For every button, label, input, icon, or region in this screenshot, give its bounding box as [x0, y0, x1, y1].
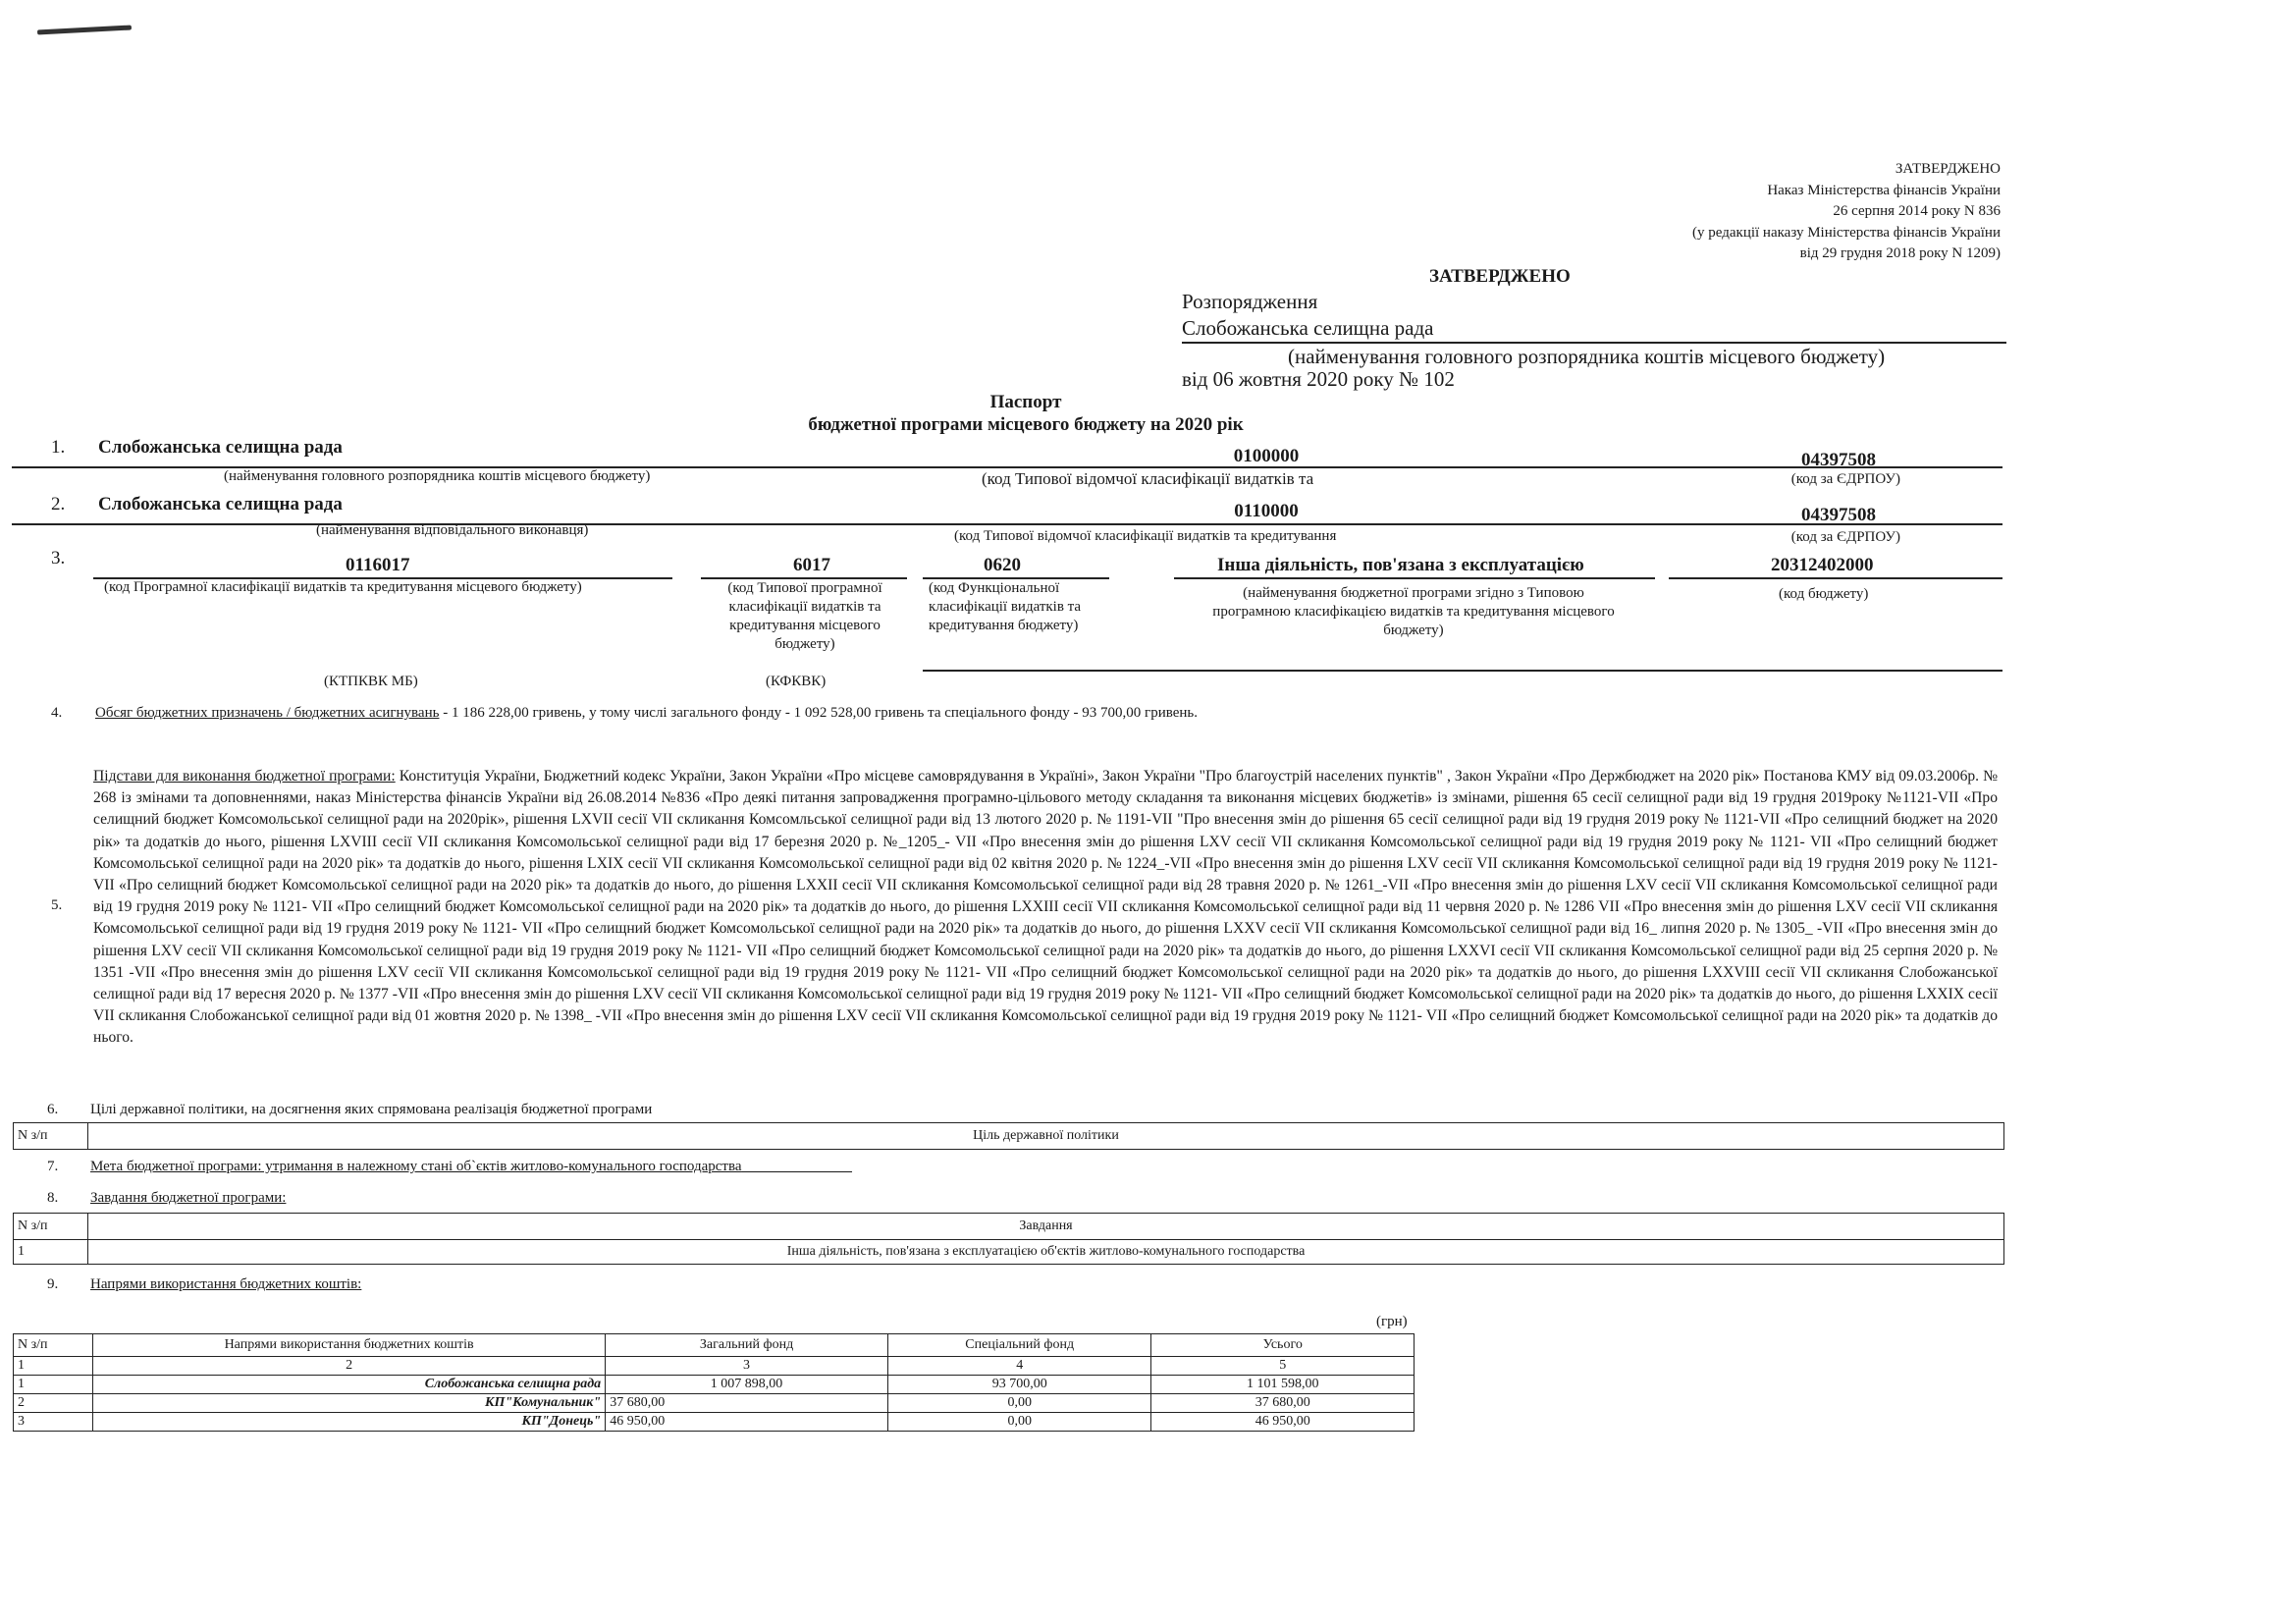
func-caption-line2: класифікації видатків та [929, 599, 1082, 615]
section2-name: Слобожанська селищна рада [98, 494, 343, 514]
passport-title: Паспорт [989, 392, 1062, 412]
tasks-header-row [14, 1214, 2004, 1240]
index-cell: 4 [887, 1357, 1151, 1376]
section1-edrpou-caption: (код за ЄДРПОУ) [1790, 471, 1900, 487]
index-cell: 1 [14, 1357, 93, 1376]
table-row [14, 1394, 1415, 1413]
directions-col-general: Загальний фонд [606, 1334, 888, 1357]
section3-func-caption [929, 579, 1081, 635]
section3-bottom-line [923, 670, 2002, 672]
goals-col-goal: Ціль державної політики [88, 1123, 2004, 1150]
program-caption-line3: бюджету) [1383, 623, 1444, 638]
tasks-row-num: 1 [14, 1240, 88, 1265]
section8-num: 8. [47, 1190, 59, 1206]
tasks-table [13, 1213, 2004, 1265]
directions-row-name: КП"Комунальник" [92, 1394, 605, 1413]
directions-header-row [14, 1334, 1415, 1357]
index-cell: 5 [1151, 1357, 1415, 1376]
section9-label: Напрями використання бюджетних коштів: [90, 1276, 362, 1292]
directions-col-num: N з/п [14, 1334, 93, 1357]
approved-date-line: від 06 жовтня 2020 року № 102 [1182, 367, 1455, 391]
approved-org-caption: (найменування головного розпорядника коштів місцевого бюджету) [1288, 345, 1886, 368]
section3-budget-caption: (код бюджету) [1779, 586, 1869, 602]
goals-header-row [14, 1123, 2004, 1150]
approval-edition: (у редакції наказу Міністерства фінансів України [1692, 224, 2001, 241]
approved-org-underline [1182, 342, 2006, 344]
section3-kfkvk-short: (КФКВК) [766, 674, 827, 689]
section5-legal-basis [93, 766, 1998, 1050]
directions-row-num: 2 [14, 1394, 93, 1413]
program-caption-line2: програмною класифікацією видатків та кредитування місцевого [1212, 604, 1615, 620]
directions-col-special: Спеціальний фонд [887, 1334, 1151, 1357]
directions-row-special: 0,00 [887, 1394, 1151, 1413]
section2-name-caption: (найменування відповідального виконавця) [316, 522, 589, 538]
section3-num: 3. [51, 548, 66, 568]
directions-row-special: 93 700,00 [887, 1376, 1151, 1394]
tasks-col-num: N з/п [14, 1214, 88, 1240]
directions-index-row [14, 1357, 1415, 1376]
func-caption-line3: кредитування бюджету) [929, 618, 1079, 633]
approved-org: Слобожанська селищна рада [1182, 316, 1434, 340]
section1-edrpou: 04397508 [1801, 450, 1876, 470]
table-row [14, 1413, 1415, 1432]
directions-row-special: 0,00 [887, 1413, 1151, 1432]
kfkvk-caption-line3: кредитування місцевого [729, 618, 881, 633]
table-row [14, 1376, 1415, 1394]
func-caption-line1: (код Функціональної [929, 580, 1060, 596]
section8-label: Завдання бюджетної програми: [90, 1190, 287, 1206]
directions-row-general: 1 007 898,00 [606, 1376, 888, 1394]
approved-title: ЗАТВЕРДЖЕНО [1429, 266, 1571, 287]
directions-row-num: 1 [14, 1376, 93, 1394]
section1-name: Слобожанська селищна рада [98, 437, 343, 458]
section3-program-caption [1168, 584, 1659, 640]
section1-name-caption: (найменування головного розпорядника коштів місцевого бюджету) [224, 468, 651, 484]
section4-num: 4. [51, 705, 63, 721]
section5-label: Підстави для виконання бюджетної програми: [93, 768, 396, 785]
section7-underline-fill [742, 1159, 853, 1174]
directions-row-name: Слобожанська селищна рада [92, 1376, 605, 1394]
index-cell: 3 [606, 1357, 888, 1376]
directions-row-total: 37 680,00 [1151, 1394, 1415, 1413]
section2-edrpou-caption: (код за ЄДРПОУ) [1790, 529, 1900, 545]
section2-code: 0110000 [1234, 501, 1299, 521]
directions-row-num: 3 [14, 1413, 93, 1432]
section2-underline [12, 523, 2002, 525]
directions-row-name: КП"Донець" [92, 1413, 605, 1432]
section7-num: 7. [47, 1159, 59, 1174]
section5-text: Конституція України, Бюджетний кодекс України, Закон України «Про місцеве самоврядування в Україні», Закон України "Про благоустрій населених пунктів" , Закон України «Про Держбюджет на 2020 рік» Постанова КМУ від 09.03.2006р. № 268 із змінами та доповненнями, наказ Міністерства фінансів України від 26.08.2014 №836 «Про деякі питання запровадження програмно-цільового методу складання та виконання місцевих бюджетів» із змінами, рішення 65 сесії селищної ради від 19 грудня 2019року №1121-VII «Про селищний бюджет Комсомольської селищної ради на 2020рік», рішення LXVII сесії VII скликання Комсомльської селищної ради від 13 лютого 2020 р. № 1191-VII "Про внесення змін до рішення 65 сесії селищної ради від 19 грудня 2019 року № 1121-VII «Про селищний бюджет на 2020 рік» та додатків до нього, рішення LXVIII сесії VII скликання Комсомольської селищної ради від 17 березня 2020 р. №_1205_- VII «Про внесення змін до рішення LXV сесії VII скликання Комсомольської селищної ради від 19 грудня 2019 року № 1121- VII «Про селищний бюджет Комсомольської селищної ради на 2020 рік» та додатків до нього, рішення LXIX сесії VII скликання Комсомольської селищної ради від 02 квітня 2020 р. № 1224_-VII «Про внесення змін до рішення LXV сесії VII скликання Комсомольської селищної ради від 19 грудня 2019 року № 1121- VII «Про селищний бюджет Комсомольської селищної ради на 2020 рік» та додатків до нього, до рішення LXXII сесії VII скликання Комсомольської селищної ради від 28 травня 2020 р. № 1261_-VII «Про внесення змін до рішення LXV сесії VII скликання Комсомольської селищної ради від 19 грудня 2019 року № 1121- VII «Про селищний бюджет Комсомольської селищної ради на 2020 рік» та додатків до нього, до рішення LXXIII сесії VII скликання Комсомольської селищної ради від 11 червня 2020 р. № 1286 VII «Про внесення змін до рішення LXV сесії VII скликання Комсомольської селищної ради від 19 грудня 2019 року № 1121- VII «Про селищний бюджет Комсомольської селищної ради на 2020 рік» та додатків до нього, до рішення LXXV сесії VII скликання Комсомольської селищної ради від 16_ липня 2020 р. № 1305_ -VII «Про внесення змін до рішення LXV сесії VII скликання Комсомольської селищної ради від 19 грудня 2019 року № 1121- VII «Про селищний бюджет Комсомольської селищної ради на 2020 рік» та додатків до нього, до рішення LXXVI сесії VII скликання Комсомольської селищної ради від 25 серпня 2020 р. № 1351 -VII «Про внесення змін до рішення LXV сесії VII скликання Комсомольської селищної ради від 19 грудня 2019 року № 1121- VII «Про селищний бюджет Комсомольської селищної ради на 2020 рік» та додатків до нього, до рішення LXXVIII сесії VII скликання Слобожанської селищної ради від 17 вересня 2020 р. № 1377 -VII «Про внесення змін до рішення LXV сесії VII скликання Комсомольської селищної ради від 19 грудня 2019 року № 1121- VII «Про селищний бюджет Комсомольської селищної ради на 2020 рік» та додатків до нього, до рішення LXXIX сесії VII скликання Слобожанської селищної ради від 01 жовтня 2020 р. № 1398_ -VII «Про внесення змін до рішення LXV сесії VII скликання Комсомольської селищної ради від 19 грудня 2019 року № 1121- VII «Про селищний бюджет Комсомольської селищної ради на 2020 рік» та додатків до нього. [93, 768, 1998, 1047]
section1-code-caption: (код Типової відомчої класифікації видатків та [982, 469, 1314, 488]
approved-doc-type: Розпорядження [1182, 290, 1318, 313]
section3-kpkvk: 0116017 [346, 555, 410, 575]
directions-row-general: 46 950,00 [606, 1413, 888, 1432]
section3-program-line [1174, 577, 1655, 579]
section4-text: - 1 186 228,00 гривень, у тому числі загального фонду - 1 092 528,00 гривень та спеціального фонду - 93 700,00 гривень. [439, 705, 1199, 721]
section2-code-caption: (код Типової відомчої класифікації видатків та кредитування [954, 528, 1337, 544]
section3-kpkvk-caption: (код Програмної класифікації видатків та кредитування місцевого бюджету) [104, 579, 582, 595]
kfkvk-caption-line4: бюджету) [774, 636, 835, 652]
program-caption-line1: (найменування бюджетної програми згідно з Типовою [1243, 585, 1584, 601]
goals-table [13, 1122, 2004, 1150]
section7-text: утримання в належному стані об`єктів житлово-комунального господарства [261, 1159, 742, 1174]
kfkvk-caption-line2: класифікації видатків та [728, 599, 881, 615]
section7-row [90, 1159, 852, 1175]
directions-row-total: 46 950,00 [1151, 1413, 1415, 1432]
section1-code: 0100000 [1233, 446, 1300, 466]
tasks-row-task: Інша діяльність, пов'язана з експлуатацією об'єктів житлово-комунального господарства [88, 1240, 2004, 1265]
directions-row-total: 1 101 598,00 [1151, 1376, 1415, 1394]
section3-kpkvk-short: (КТПКВК МБ) [324, 674, 418, 689]
section3-kfkvk: 6017 [793, 555, 830, 575]
approval-date: 26 серпня 2014 року N 836 [1833, 203, 2001, 219]
approval-title: ЗАТВЕРДЖЕНО [1895, 161, 2001, 177]
section2-num: 2. [51, 494, 66, 514]
section3-func-code: 0620 [984, 555, 1021, 575]
tasks-col-task: Завдання [88, 1214, 2004, 1240]
kfkvk-caption-line1: (код Типової програмної [727, 580, 882, 596]
section9-unit: (грн) [1376, 1314, 1408, 1329]
directions-col-name: Напрями використання бюджетних коштів [92, 1334, 605, 1357]
table-row [14, 1240, 2004, 1265]
goals-col-num: N з/п [14, 1123, 88, 1150]
section5-num: 5. [51, 897, 63, 913]
section6-num: 6. [47, 1102, 59, 1117]
approval-edition-date: від 29 грудня 2018 року N 1209) [1799, 245, 2001, 261]
section3-budget-code: 20312402000 [1771, 555, 1874, 575]
section3-program-name: Інша діяльність, пов'язана з експлуатацією [1217, 555, 1584, 575]
approval-header [1692, 159, 2001, 265]
section4-label: Обсяг бюджетних призначень / бюджетних асигнувань [95, 705, 440, 721]
section2-edrpou: 04397508 [1801, 505, 1876, 525]
section6-label: Цілі державної політики, на досягнення яких спрямована реалізація бюджетної програми [90, 1102, 653, 1117]
passport-subtitle: бюджетної програми місцевого бюджету на 2020 рік [808, 414, 1244, 435]
directions-col-total: Усього [1151, 1334, 1415, 1357]
section7-label: Мета бюджетної програми: [90, 1159, 262, 1174]
section3-budget-line [1669, 577, 2002, 579]
directions-table [13, 1333, 1415, 1432]
scan-mark [37, 25, 132, 34]
index-cell: 2 [92, 1357, 605, 1376]
approval-order: Наказ Міністерства фінансів України [1767, 182, 2001, 198]
section4-row [95, 705, 1198, 722]
section3-kfkvk-caption [699, 579, 911, 654]
section1-num: 1. [51, 437, 66, 458]
section9-num: 9. [47, 1276, 59, 1292]
directions-row-general: 37 680,00 [606, 1394, 888, 1413]
